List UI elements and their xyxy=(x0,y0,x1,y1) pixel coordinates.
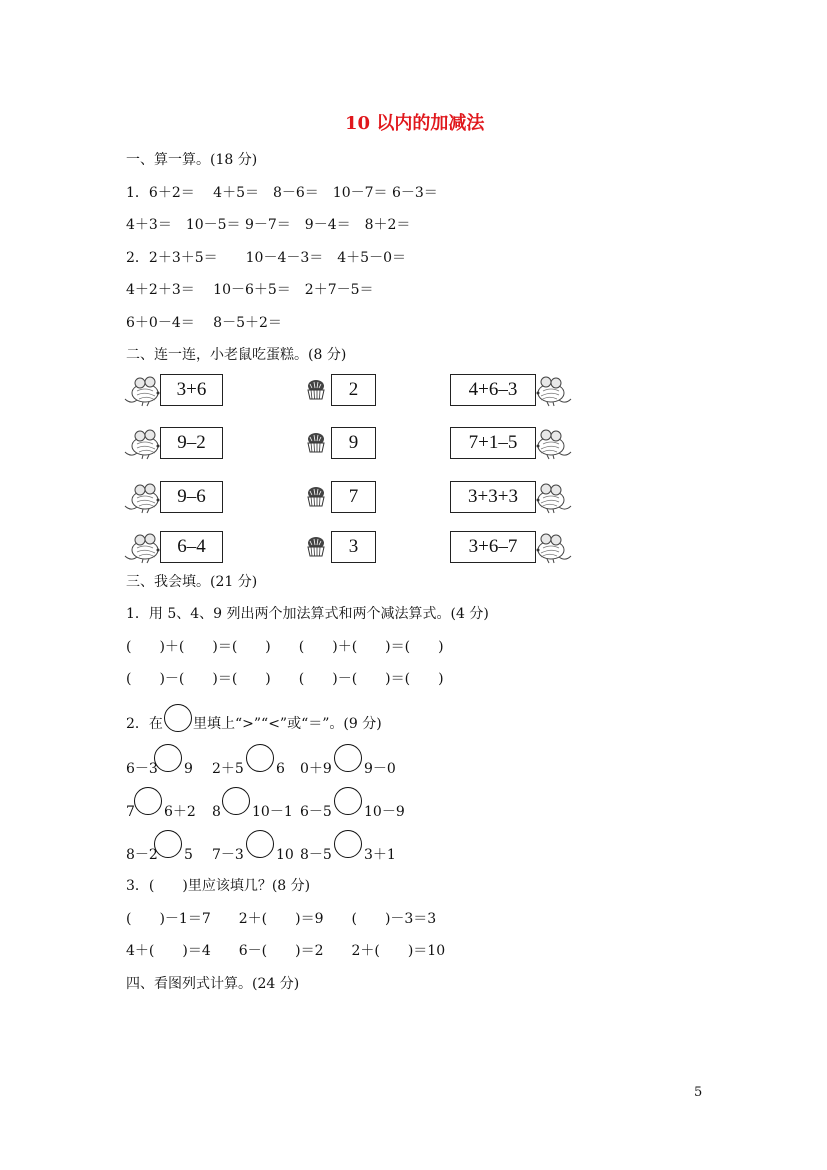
mouse-expression-box xyxy=(450,374,536,406)
mouse-icon xyxy=(533,426,573,460)
cake-icon xyxy=(306,379,326,401)
compare-left: 6－5 xyxy=(300,804,332,820)
mouse-expression-box xyxy=(450,481,536,513)
expression-label: 9–6 xyxy=(177,486,206,507)
fill-in-row: ( )＋( )＝( ) ( )＋( )＝( ) xyxy=(126,639,444,655)
mouse-icon xyxy=(123,426,163,460)
section2-heading: 二、连一连，小老鼠吃蛋糕。(8 分) xyxy=(126,347,347,363)
mouse-icon xyxy=(533,480,573,514)
expression-label: 7+1–5 xyxy=(468,432,518,453)
number-label: 3 xyxy=(348,536,359,557)
compare-right: 10 xyxy=(276,847,294,863)
compare-left: 7－3 xyxy=(212,847,244,863)
mouse-icon xyxy=(533,373,573,407)
section4-heading: 四、看图列式计算。(24 分) xyxy=(126,976,300,992)
compare-left: 8－2 xyxy=(126,847,158,863)
cake-number-box xyxy=(331,531,376,563)
mouse-expression-box xyxy=(160,481,223,513)
mouse-icon xyxy=(123,530,163,564)
page-number: 5 xyxy=(694,1085,703,1100)
expression-label: 3+6 xyxy=(176,379,207,400)
compare-right: 3＋1 xyxy=(364,847,396,863)
compare-left: 7 xyxy=(126,804,135,820)
section3-heading: 三、我会填。(21 分) xyxy=(126,574,258,590)
compare-circle[interactable] xyxy=(246,830,274,858)
expression-label: 3+3+3 xyxy=(468,486,518,507)
compare-right: 10－9 xyxy=(364,804,405,820)
mouse-expression-box xyxy=(450,427,536,459)
page-title: 10 以内的加减法 xyxy=(345,113,485,134)
question-2-suffix: 里填上“>”“<”或“＝”。(9 分) xyxy=(193,716,382,732)
compare-circle-example xyxy=(164,704,192,732)
mouse-icon xyxy=(123,480,163,514)
cake-number-box xyxy=(331,374,376,406)
question-2-prefix: 2．在 xyxy=(126,716,163,732)
compare-circle[interactable] xyxy=(334,744,362,772)
mouse-expression-box xyxy=(160,374,223,406)
cake-icon xyxy=(306,486,326,508)
cake-number-box xyxy=(331,481,376,513)
compare-right: 9 xyxy=(184,761,193,777)
compare-circle[interactable] xyxy=(222,787,250,815)
expression-label: 9–2 xyxy=(177,432,206,453)
compare-circle[interactable] xyxy=(334,830,362,858)
number-label: 2 xyxy=(348,379,359,400)
exercise-row: 1．6＋2＝ 4＋5＝ 8－6＝ 10－7＝ 6－3＝ xyxy=(126,185,438,201)
compare-right: 5 xyxy=(184,847,193,863)
question-1: 1．用 5、4、9 列出两个加法算式和两个减法算式。(4 分) xyxy=(126,606,489,622)
cake-number-box xyxy=(331,427,376,459)
compare-left: 6－3 xyxy=(126,761,158,777)
compare-right: 10－1 xyxy=(252,804,293,820)
fill-in-row: ( )－1＝7 2＋( )＝9 ( )－3＝3 xyxy=(126,911,437,927)
compare-circle[interactable] xyxy=(334,787,362,815)
expression-label: 6–4 xyxy=(177,536,206,557)
compare-circle[interactable] xyxy=(154,830,182,858)
compare-circle[interactable] xyxy=(134,787,162,815)
mouse-icon xyxy=(123,373,163,407)
mouse-expression-box xyxy=(160,531,223,563)
fill-in-row: ( )－( )＝( ) ( )－( )＝( ) xyxy=(126,671,444,687)
expression-label: 3+6–7 xyxy=(468,536,518,557)
cake-icon xyxy=(306,432,326,454)
mouse-expression-box xyxy=(450,531,536,563)
number-label: 7 xyxy=(348,486,359,507)
compare-left: 8 xyxy=(212,804,221,820)
compare-right: 6 xyxy=(276,761,285,777)
compare-left: 8－5 xyxy=(300,847,332,863)
cake-icon xyxy=(306,536,326,558)
mouse-icon xyxy=(533,530,573,564)
exercise-row: 4＋2＋3＝ 10－6＋5＝ 2＋7－5＝ xyxy=(126,282,374,298)
compare-left: 2＋5 xyxy=(212,761,244,777)
mouse-expression-box xyxy=(160,427,223,459)
exercise-row: 6＋0－4＝ 8－5＋2＝ xyxy=(126,315,282,331)
compare-right: 6＋2 xyxy=(164,804,196,820)
section1-heading: 一、算一算。(18 分) xyxy=(126,152,258,168)
expression-label: 4+6–3 xyxy=(468,379,518,400)
compare-circle[interactable] xyxy=(246,744,274,772)
exercise-row: 4＋3＝ 10－5＝ 9－7＝ 9－4＝ 8＋2＝ xyxy=(126,217,411,233)
compare-left: 0＋9 xyxy=(300,761,332,777)
compare-right: 9－0 xyxy=(364,761,396,777)
exercise-row: 2．2＋3＋5＝ 10－4－3＝ 4＋5－0＝ xyxy=(126,250,406,266)
compare-circle[interactable] xyxy=(154,744,182,772)
fill-in-row: 4＋( )＝4 6－( )＝2 2＋( )＝10 xyxy=(126,943,446,959)
number-label: 9 xyxy=(348,432,359,453)
question-3: 3．( )里应该填几？(8 分) xyxy=(126,878,311,894)
